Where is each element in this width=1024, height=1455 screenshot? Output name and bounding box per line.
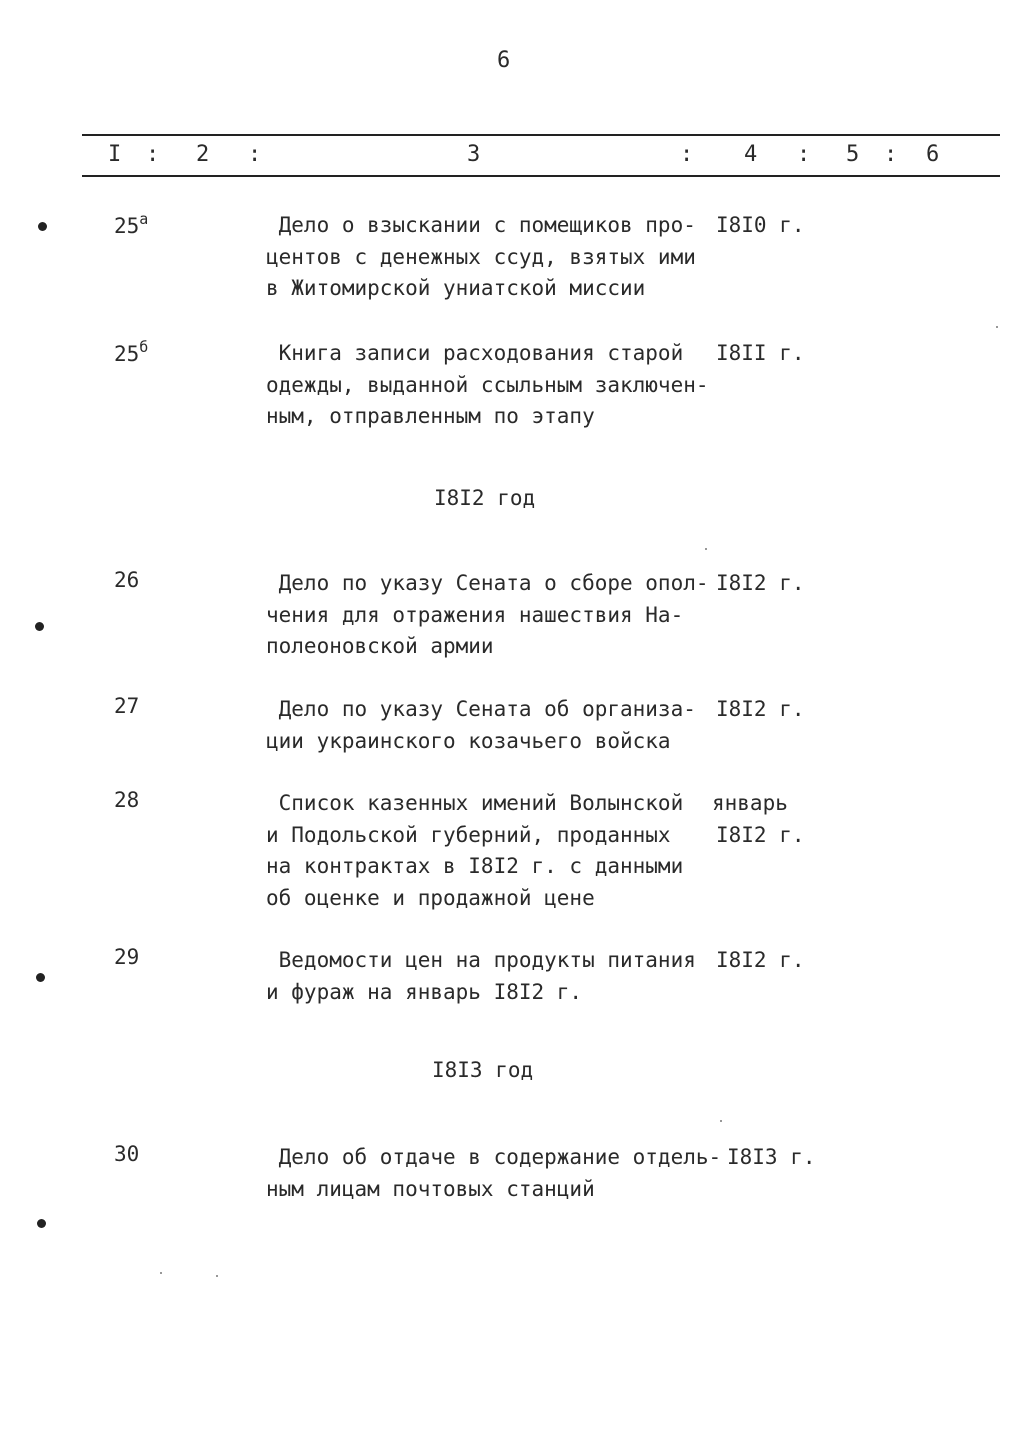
column-header-2: 2 bbox=[196, 142, 210, 167]
binder-hole bbox=[35, 622, 44, 631]
table-header-top-rule bbox=[82, 134, 1000, 136]
entry-description: Дело по указу Сената об организа- ции украинского козачьего войска bbox=[266, 697, 696, 753]
entry-description: Дело об отдаче в содержание отдель- ным лицам почтовых станций bbox=[266, 1145, 722, 1201]
column-header-1: I bbox=[108, 142, 122, 167]
column-separator: : bbox=[680, 142, 694, 167]
entry-description: Дело о взыскании с помещиков про- центов с денежных ссуд, взятых ими в Житомирской униатской миссии bbox=[266, 213, 696, 300]
entry-date: I8I2 г. bbox=[716, 948, 805, 972]
column-separator: : bbox=[248, 142, 262, 167]
binder-hole bbox=[37, 1219, 46, 1228]
binder-hole bbox=[38, 222, 47, 231]
scan-speck bbox=[705, 548, 707, 550]
entry-number: 28 bbox=[114, 788, 140, 812]
entry-date: I8I2 г. bbox=[716, 571, 805, 595]
entry-description: Дело по указу Сената о сборе опол- чения для отражения нашествия На- полеоновской армии bbox=[266, 571, 709, 658]
column-header-6: 6 bbox=[926, 142, 940, 167]
entry-date: январь I8I2 г. bbox=[712, 791, 805, 847]
entry-date: I8I3 г. bbox=[727, 1145, 816, 1169]
entry-number: 29 bbox=[114, 945, 140, 969]
entry-date: I8I2 г. bbox=[716, 697, 805, 721]
column-header-3: 3 bbox=[467, 142, 481, 167]
scan-speck bbox=[216, 1275, 218, 1277]
entry-number: 27 bbox=[114, 694, 140, 718]
entry-description: Ведомости цен на продукты питания и фураж на январь I8I2 г. bbox=[266, 948, 696, 1004]
binder-hole bbox=[36, 973, 45, 982]
page-number: 6 bbox=[497, 48, 511, 73]
entry-description: Книга записи расходования старой одежды, выданной ссыльным заключен- ным, отправленным по этапу bbox=[266, 341, 709, 428]
column-separator: : bbox=[797, 142, 811, 167]
entry-number: 26 bbox=[114, 568, 140, 592]
column-header-4: 4 bbox=[744, 142, 758, 167]
column-separator: : bbox=[146, 142, 160, 167]
scan-speck bbox=[720, 1120, 722, 1122]
year-heading: I8I2 год bbox=[434, 486, 536, 510]
year-heading: I8I3 год bbox=[432, 1058, 534, 1082]
entry-number: 30 bbox=[114, 1142, 140, 1166]
table-header-bottom-rule bbox=[82, 175, 1000, 177]
scan-speck bbox=[160, 1272, 162, 1274]
entry-number: $25^б$ bbox=[114, 338, 149, 366]
column-separator: : bbox=[884, 142, 898, 167]
column-header-5: 5 bbox=[846, 142, 860, 167]
entry-description: Список казенных имений Волынской и Подольской губерний, проданных на контрактах в I8I2 г. с данными об оценке и продажной цене bbox=[266, 791, 684, 910]
entry-date: I8I0 г. bbox=[716, 213, 805, 237]
entry-number: $25^а$ bbox=[114, 210, 149, 238]
entry-date: I8II г. bbox=[716, 341, 805, 365]
scan-speck bbox=[996, 326, 998, 328]
